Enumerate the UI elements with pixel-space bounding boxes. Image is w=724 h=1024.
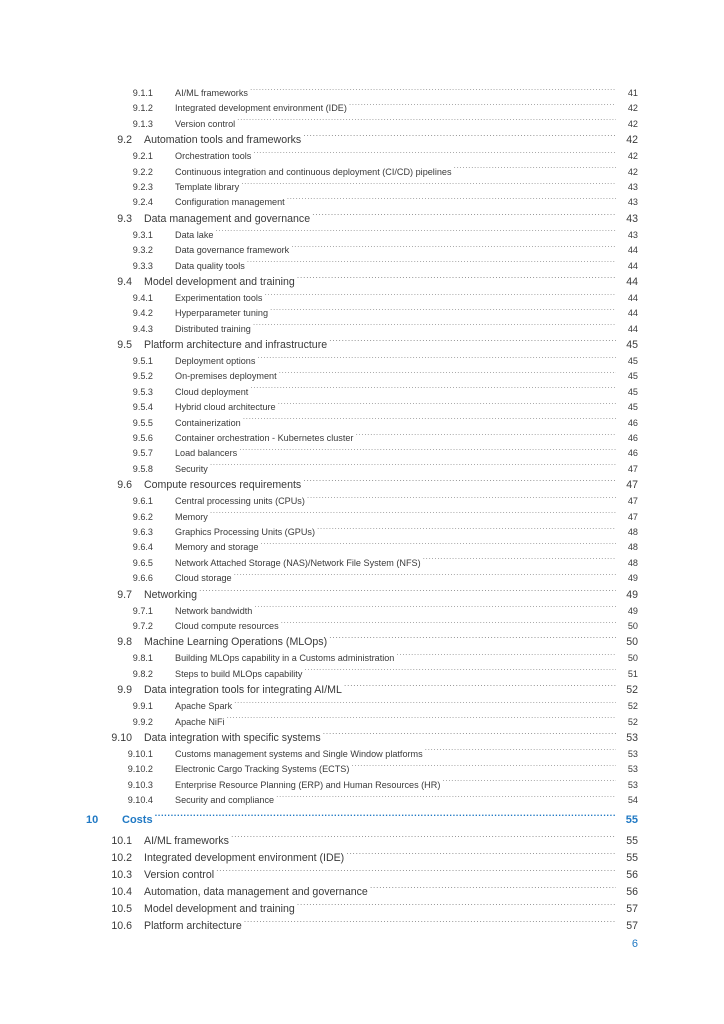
toc-entry-page-number: 44 — [627, 260, 638, 271]
toc-entry-number: 10.4 — [111, 886, 132, 899]
toc-entry-number: 9.1.1 — [132, 88, 153, 98]
toc-dot-leader — [346, 851, 616, 862]
toc-entry-title: Security — [175, 463, 208, 474]
toc-dot-leader — [329, 337, 616, 348]
toc-entry-title: Network Attached Storage (NAS)/Network File System (NFS) — [175, 557, 421, 568]
toc-entry[interactable] — [86, 337, 638, 354]
toc-entry-title: Network bandwidth — [175, 605, 253, 616]
toc-entry-title: Containerization — [175, 417, 241, 428]
toc-entry-page-number: 48 — [627, 542, 638, 553]
toc-entry-page-number: 48 — [627, 557, 638, 568]
toc-entry-page-number: 52 — [627, 701, 638, 712]
toc-entry[interactable] — [86, 778, 638, 793]
toc-entry[interactable] — [86, 274, 638, 291]
toc-entry-title: AI/ML frameworks — [144, 835, 229, 848]
toc-dot-leader — [243, 417, 616, 426]
toc-entry-title: Graphics Processing Units (GPUs) — [175, 526, 315, 537]
toc-entry-title: Data quality tools — [175, 260, 245, 271]
toc-entry-page-number: 51 — [627, 668, 638, 679]
toc-entry[interactable] — [86, 587, 638, 604]
toc-entry-page-number: 47 — [627, 463, 638, 474]
toc-entry-number: 9.2.3 — [132, 181, 153, 192]
toc-entry-page-number: 55 — [626, 852, 638, 865]
page-number: 6 — [631, 938, 638, 950]
toc-entry[interactable] — [86, 901, 638, 918]
toc-entry-number: 9.4.2 — [132, 308, 153, 319]
toc-entry-number: 10 — [86, 814, 99, 827]
toc-entry[interactable] — [86, 132, 638, 149]
toc-entry[interactable] — [86, 86, 638, 101]
toc-entry-title: Cloud compute resources — [175, 620, 279, 631]
toc-dot-leader — [297, 274, 616, 285]
toc-entry-title: Data governance framework — [175, 245, 290, 256]
toc-entry[interactable] — [86, 634, 638, 651]
toc-entry-page-number: 45 — [626, 339, 638, 352]
toc-entry-title: Data management and governance — [144, 212, 311, 225]
toc-entry-title: Version control — [144, 869, 215, 882]
toc-entry[interactable] — [86, 180, 638, 195]
toc-dot-leader — [239, 447, 616, 456]
toc-entry[interactable] — [86, 243, 638, 258]
toc-entry-number: 9.10.4 — [127, 795, 153, 806]
toc-entry-number: 9.5.2 — [132, 371, 153, 382]
toc-entry-number: 9.3.3 — [132, 260, 153, 271]
toc-entry-title: Security and compliance — [175, 795, 275, 806]
toc-dot-leader — [247, 259, 616, 268]
toc-entry-number: 9.1.3 — [132, 118, 153, 129]
toc-dot-leader — [344, 683, 616, 694]
toc-entry-page-number: 46 — [627, 448, 638, 459]
table-of-contents-list — [86, 86, 638, 935]
toc-entry[interactable] — [86, 259, 638, 274]
toc-entry-page-number: 55 — [626, 835, 638, 848]
toc-entry-title: Distributed training — [175, 323, 251, 334]
toc-entry-number: 9.4.1 — [132, 292, 153, 303]
toc-entry[interactable] — [86, 619, 638, 634]
toc-entry-title: Model development and training — [144, 903, 295, 916]
toc-entry[interactable] — [86, 525, 638, 540]
toc-dot-leader — [257, 355, 616, 364]
toc-entry-page-number: 45 — [627, 402, 638, 413]
toc-entry-title: Machine Learning Operations (MLOps) — [144, 636, 328, 649]
toc-entry-page-number: 42 — [627, 103, 638, 114]
toc-entry-page-number: 44 — [627, 308, 638, 319]
toc-entry-title: Electronic Cargo Tracking Systems (ECTS) — [175, 764, 350, 775]
toc-entry-page-number: 57 — [626, 903, 638, 916]
toc-entry[interactable] — [86, 850, 638, 867]
toc-dot-leader — [355, 432, 616, 441]
toc-entry-page-number: 43 — [626, 212, 638, 225]
toc-entry[interactable] — [86, 322, 638, 337]
toc-entry-number: 9.8 — [117, 636, 132, 649]
toc-entry-number: 9.1.2 — [132, 103, 153, 114]
toc-entry-number: 9.6.1 — [132, 496, 153, 507]
toc-entry-title: Template library — [175, 181, 240, 192]
toc-entry-number: 9.5.1 — [132, 356, 153, 367]
toc-entry[interactable] — [86, 416, 638, 431]
toc-entry-title: Hybrid cloud architecture — [175, 402, 276, 413]
toc-entry-number: 9.8.1 — [132, 653, 153, 664]
toc-entry-title: Hyperparameter tuning — [175, 308, 269, 319]
toc-dot-leader — [297, 902, 616, 913]
toc-entry-number: 9.9 — [117, 684, 132, 697]
toc-entry-page-number: 47 — [627, 496, 638, 507]
toc-entry-title: On-premises deployment — [175, 371, 277, 382]
toc-entry-number: 9.7.1 — [132, 605, 153, 616]
toc-dot-leader — [216, 868, 616, 879]
toc-entry[interactable] — [86, 540, 638, 555]
toc-entry-number: 9.8.2 — [132, 668, 153, 679]
toc-entry[interactable] — [86, 228, 638, 243]
toc-entry-page-number: 49 — [626, 588, 638, 601]
toc-entry-title: Container orchestration - Kubernetes cluster — [175, 433, 354, 444]
toc-entry-number: 9.4 — [117, 275, 132, 288]
toc-entry-title: Integrated development environment (IDE) — [144, 852, 345, 865]
toc-entry[interactable] — [86, 117, 638, 132]
toc-dot-leader — [244, 919, 616, 930]
toc-entry-number: 9.6.5 — [132, 557, 153, 568]
toc-entry[interactable] — [86, 867, 638, 884]
toc-entry[interactable] — [86, 462, 638, 477]
toc-entry-number: 9.10.3 — [127, 779, 153, 790]
toc-entry-page-number: 42 — [626, 134, 638, 147]
toc-entry-page-number: 45 — [627, 356, 638, 367]
toc-entry-number: 9.2.2 — [132, 166, 153, 177]
toc-entry[interactable] — [86, 762, 638, 777]
toc-entry-page-number: 44 — [627, 323, 638, 334]
toc-entry-number: 9.5 — [117, 339, 132, 352]
toc-dot-leader — [279, 370, 616, 379]
toc-entry-page-number: 44 — [627, 245, 638, 256]
toc-entry-number: 9.2 — [117, 134, 132, 147]
toc-dot-leader — [210, 463, 616, 472]
toc-dot-leader — [370, 885, 616, 896]
toc-entry-page-number: 47 — [627, 511, 638, 522]
toc-dot-leader — [287, 196, 616, 205]
toc-entry-title: Version control — [175, 118, 236, 129]
toc-entry[interactable] — [86, 431, 638, 446]
toc-entry-number: 9.6 — [117, 479, 132, 492]
toc-dot-leader — [241, 181, 616, 190]
toc-dot-leader — [276, 794, 616, 803]
toc-entry-page-number: 46 — [627, 417, 638, 428]
toc-dot-leader — [264, 292, 616, 301]
toc-entry[interactable] — [86, 446, 638, 461]
toc-dot-leader — [317, 526, 616, 535]
toc-entry[interactable] — [86, 400, 638, 415]
toc-entry-number: 9.7.2 — [132, 620, 153, 631]
toc-entry[interactable] — [86, 811, 638, 830]
toc-entry[interactable] — [86, 682, 638, 699]
toc-entry-number: 9.4.3 — [132, 323, 153, 334]
toc-entry[interactable] — [86, 730, 638, 747]
toc-dot-leader — [234, 700, 616, 709]
toc-entry[interactable] — [86, 165, 638, 180]
toc-dot-leader — [425, 748, 616, 757]
toc-entry[interactable] — [86, 556, 638, 571]
toc-entry-title: Apache NiFi — [175, 716, 225, 727]
toc-entry-title: Cloud deployment — [175, 386, 249, 397]
toc-entry-page-number: 52 — [627, 716, 638, 727]
toc-entry-title: Compute resources requirements — [144, 479, 302, 492]
toc-dot-leader — [253, 150, 616, 159]
toc-dot-leader — [227, 715, 616, 724]
toc-entry-title: Apache Spark — [175, 701, 233, 712]
toc-entry-title: Automation tools and frameworks — [144, 134, 302, 147]
toc-dot-leader — [215, 229, 616, 238]
toc-entry-page-number: 45 — [627, 386, 638, 397]
toc-dot-leader — [278, 401, 616, 410]
toc-entry-number: 9.10 — [111, 731, 132, 744]
toc-entry-number: 9.3.1 — [132, 229, 153, 240]
toc-entry-number: 9.6.4 — [132, 542, 153, 553]
toc-entry-number: 9.6.3 — [132, 526, 153, 537]
toc-entry-title: AI/ML frameworks — [175, 88, 248, 98]
toc-entry[interactable] — [86, 211, 638, 228]
toc-entry-title: Networking — [144, 588, 197, 601]
toc-entry-page-number: 53 — [627, 748, 638, 759]
toc-dot-leader — [270, 307, 616, 316]
toc-entry-page-number: 50 — [627, 620, 638, 631]
toc-entry-number: 10.3 — [111, 869, 132, 882]
toc-dot-leader — [442, 779, 616, 788]
toc-dot-leader — [234, 572, 616, 581]
toc-dot-leader — [231, 834, 616, 845]
toc-dot-leader — [237, 118, 616, 127]
toc-dot-leader — [250, 87, 616, 96]
toc-entry-title: Steps to build MLOps capability — [175, 668, 303, 679]
toc-entry-page-number: 48 — [627, 526, 638, 537]
toc-entry-title: Building MLOps capability in a Customs administration — [175, 653, 395, 664]
toc-entry[interactable] — [86, 510, 638, 525]
toc-entry-number: 9.5.8 — [132, 463, 153, 474]
toc-entry-number: 9.6.6 — [132, 573, 153, 584]
toc-entry-number: 10.5 — [111, 903, 132, 916]
toc-entry-title: Model development and training — [144, 275, 295, 288]
toc-entry-page-number: 56 — [626, 886, 638, 899]
toc-entry[interactable] — [86, 571, 638, 586]
toc-entry-number: 9.9.1 — [132, 701, 153, 712]
toc-entry-title: Load balancers — [175, 448, 238, 459]
toc-dot-leader — [291, 244, 616, 253]
toc-entry-title: Orchestration tools — [175, 151, 252, 162]
toc-dot-leader — [349, 102, 616, 111]
toc-entry-page-number: 50 — [626, 636, 638, 649]
toc-entry-title: Data integration with specific systems — [144, 731, 321, 744]
toc-dot-leader — [254, 604, 616, 613]
toc-dot-leader — [423, 557, 616, 566]
toc-entry-title: Costs — [122, 814, 153, 827]
toc-entry-page-number: 47 — [626, 479, 638, 492]
toc-entry-title: Deployment options — [175, 356, 256, 367]
toc-entry-page-number: 55 — [625, 814, 638, 827]
toc-entry-number: 10.1 — [111, 835, 132, 848]
toc-dot-leader — [253, 323, 616, 332]
toc-entry[interactable] — [86, 494, 638, 509]
toc-entry-page-number: 43 — [627, 229, 638, 240]
toc-entry-number: 9.2.4 — [132, 197, 153, 208]
toc-entry[interactable] — [86, 651, 638, 666]
toc-entry-page-number: 53 — [627, 779, 638, 790]
toc-entry-number: 9.9.2 — [132, 716, 153, 727]
toc-entry[interactable] — [86, 306, 638, 321]
toc-dot-leader — [155, 812, 616, 823]
toc-dot-leader — [210, 511, 616, 520]
toc-entry[interactable] — [86, 195, 638, 210]
toc-entry-page-number: 44 — [627, 292, 638, 303]
toc-entry-title: Continuous integration and continuous deployment (CI/CD) pipelines — [175, 166, 452, 177]
toc-entry-title: Configuration management — [175, 197, 285, 208]
toc-entry-title: Data integration tools for integrating AI/ML — [144, 684, 342, 697]
toc-dot-leader — [329, 635, 616, 646]
toc-entry[interactable] — [86, 291, 638, 306]
toc-entry-page-number: 43 — [627, 181, 638, 192]
toc-entry-number: 9.5.4 — [132, 402, 153, 413]
toc-entry-title: Enterprise Resource Planning (ERP) and Human Resources (HR) — [175, 779, 441, 790]
toc-entry-page-number: 57 — [626, 920, 638, 933]
toc-entry-number: 9.5.7 — [132, 448, 153, 459]
toc-entry-number: 9.10.2 — [127, 764, 153, 775]
toc-entry-title: Cloud storage — [175, 573, 232, 584]
toc-entry-page-number: 49 — [627, 605, 638, 616]
toc-entry[interactable] — [86, 793, 638, 808]
toc-entry[interactable] — [86, 747, 638, 762]
toc-entry-number: 9.5.3 — [132, 386, 153, 397]
toc-entry-title: Customs management systems and Single Window platforms — [175, 748, 423, 759]
toc-entry-number: 9.5.6 — [132, 433, 153, 444]
toc-entry-page-number: 54 — [627, 795, 638, 806]
toc-entry-number: 9.3.2 — [132, 245, 153, 256]
toc-entry-title: Platform architecture — [144, 920, 242, 933]
toc-dot-leader — [260, 541, 616, 550]
toc-entry[interactable] — [86, 354, 638, 369]
toc-dot-leader — [323, 730, 616, 741]
toc-entry-number: 9.5.5 — [132, 417, 153, 428]
toc-entry-page-number: 43 — [627, 197, 638, 208]
toc-entry-page-number: 49 — [627, 573, 638, 584]
toc-entry[interactable] — [86, 715, 638, 730]
toc-entry-page-number: 53 — [626, 731, 638, 744]
toc-entry-page-number: 42 — [627, 166, 638, 177]
toc-entry-title: Automation, data management and governance — [144, 886, 368, 899]
toc-entry-title: Data lake — [175, 229, 214, 240]
toc-entry-number: 9.7 — [117, 588, 132, 601]
toc-entry[interactable] — [86, 667, 638, 682]
toc-entry-number: 10.6 — [111, 920, 132, 933]
toc-entry-page-number: 56 — [626, 869, 638, 882]
toc-entry-page-number: 46 — [627, 433, 638, 444]
toc-entry-number: 9.6.2 — [132, 511, 153, 522]
toc-entry-number: 10.2 — [111, 852, 132, 865]
toc-dot-leader — [396, 652, 616, 661]
toc-entry-title: Memory and storage — [175, 542, 259, 553]
toc-entry-page-number: 41 — [627, 88, 638, 98]
toc-entry-number: 9.2.1 — [132, 151, 153, 162]
toc-entry-title: Platform architecture and infrastructure — [144, 339, 328, 352]
toc-entry[interactable] — [86, 918, 638, 935]
toc-entry-page-number: 53 — [627, 764, 638, 775]
toc-entry-page-number: 50 — [627, 653, 638, 664]
toc-dot-leader — [307, 495, 616, 504]
toc-entry[interactable] — [86, 101, 638, 116]
toc-entry-page-number: 44 — [626, 275, 638, 288]
toc-entry-title: Memory — [175, 511, 208, 522]
toc-dot-leader — [199, 587, 616, 598]
toc-dot-leader — [281, 620, 616, 629]
toc-dot-leader — [303, 478, 616, 489]
toc-entry-title: Central processing units (CPUs) — [175, 496, 305, 507]
toc-entry[interactable] — [86, 385, 638, 400]
toc-dot-leader — [351, 763, 616, 772]
toc-entry[interactable] — [86, 884, 638, 901]
toc-entry[interactable] — [86, 149, 638, 164]
toc-entry[interactable] — [86, 477, 638, 494]
toc-dot-leader — [303, 133, 616, 144]
toc-entry-page-number: 52 — [626, 684, 638, 697]
toc-entry[interactable] — [86, 833, 638, 850]
toc-entry-page-number: 42 — [627, 118, 638, 129]
toc-dot-leader — [312, 211, 616, 222]
toc-entry[interactable] — [86, 604, 638, 619]
toc-dot-leader — [304, 668, 616, 677]
toc-entry[interactable] — [86, 369, 638, 384]
toc-entry-title: Integrated development environment (IDE) — [175, 103, 347, 114]
toc-entry-number: 9.3 — [117, 212, 132, 225]
toc-entry-title: Experimentation tools — [175, 292, 263, 303]
toc-entry[interactable] — [86, 699, 638, 714]
toc-entry-number: 9.10.1 — [127, 748, 153, 759]
toc-entry-page-number: 45 — [627, 371, 638, 382]
toc-entry-page-number: 42 — [627, 151, 638, 162]
toc-dot-leader — [454, 165, 616, 174]
toc-dot-leader — [250, 386, 616, 395]
